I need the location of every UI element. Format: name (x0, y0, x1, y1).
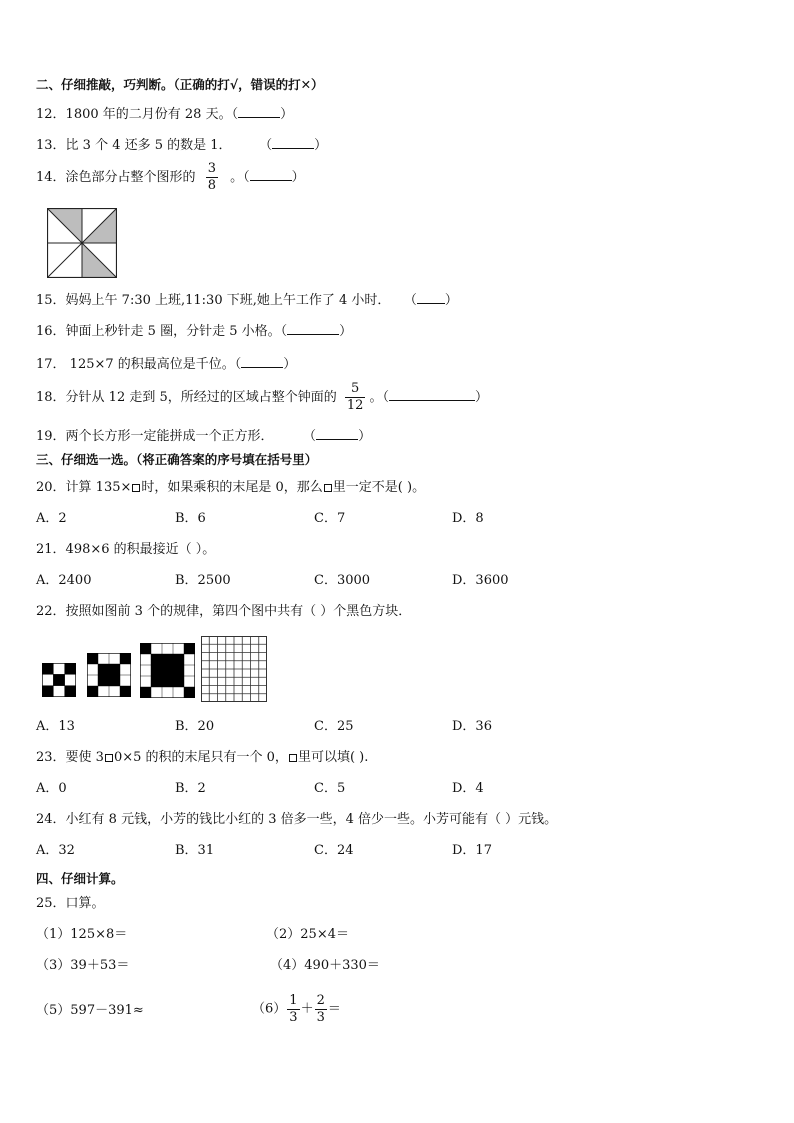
question-24: 24．小红有 8 元钱，小芳的钱比小红的 3 倍多一些，4 倍少一些。小芳可能有（ ）元钱。 (36, 812, 558, 827)
pattern-figure-2 (87, 653, 131, 697)
option-b[interactable]: B．6 (175, 511, 206, 526)
question-13: 13．比 3 个 4 还多 5 的数是 1． （ ） (36, 135, 327, 155)
answer-blank[interactable] (417, 290, 445, 304)
question-14: 14．涂色部分占整个图形的 $\frac{3}{8}$ 。（ ） (36, 161, 305, 193)
answer-blank[interactable] (250, 167, 292, 181)
pattern-figure-3 (140, 643, 195, 698)
question-20: 20．计算 135× 时，如果乘积的末尾是 0，那么 里一定不是( )。 (36, 480, 426, 495)
option-c[interactable]: C．3000 (314, 573, 371, 588)
fraction: $\frac{1}{3}$ (289, 993, 298, 1025)
question-25-title: 25．口算。 (36, 896, 105, 911)
option-c[interactable]: C．24 (314, 843, 354, 858)
box-placeholder-icon (132, 484, 140, 492)
answer-blank[interactable] (272, 135, 314, 149)
shaded-square-figure (47, 208, 117, 278)
answer-blank[interactable] (238, 104, 280, 118)
question-12: 12．1800 年的二月份有 28 天。（ ） (36, 104, 293, 124)
box-placeholder-icon (105, 754, 113, 762)
answer-blank[interactable] (389, 387, 475, 401)
box-placeholder-icon (324, 484, 332, 492)
fraction: $\frac{5}{12}$ (346, 381, 364, 413)
calc-item-4: （4）490＋330＝ (270, 958, 380, 973)
answer-blank[interactable] (316, 426, 358, 440)
calc-item-6: （6） $\frac{1}{3}$ ＋ $\frac{2}{3}$ ＝ (252, 993, 341, 1025)
option-d[interactable]: D．17 (452, 843, 492, 858)
calc-item-3: （3）39＋53＝ (36, 958, 130, 973)
question-17: 17． 125×7 的积最高位是千位。（ ） (36, 354, 296, 374)
fraction: $\frac{2}{3}$ (316, 993, 325, 1025)
option-c[interactable]: C．7 (314, 511, 346, 526)
option-a[interactable]: A．32 (36, 843, 75, 858)
option-b[interactable]: B．2 (175, 781, 206, 796)
option-d[interactable]: D．8 (452, 511, 484, 526)
calc-item-5: （5）597－391≈ (36, 1003, 144, 1018)
calc-item-1: （1）125×8＝ (36, 927, 128, 942)
question-16: 16．钟面上秒针走 5 圈，分针走 5 小格。（ ） (36, 321, 352, 341)
option-a[interactable]: A．2400 (36, 573, 92, 588)
question-19: 19．两个长方形一定能拼成一个正方形． （ ） (36, 426, 371, 446)
option-c[interactable]: C．5 (314, 781, 346, 796)
option-c[interactable]: C．25 (314, 719, 354, 734)
question-18: 18．分针从 12 走到 5，所经过的区域占整个钟面的 $\frac{5}{12}$ 。（ ） (36, 381, 488, 413)
pattern-figure-4-grid (201, 636, 267, 702)
option-a[interactable]: A．0 (36, 781, 67, 796)
answer-blank[interactable] (241, 354, 283, 368)
question-23: 23．要使 3 0×5 的积的末尾只有一个 0， 里可以填( ). (36, 750, 369, 765)
fraction: $\frac{3}{8}$ (207, 161, 216, 193)
option-d[interactable]: D．36 (452, 719, 492, 734)
question-21: 21．498×6 的积最接近（ ）。 (36, 542, 216, 557)
answer-blank[interactable] (287, 321, 339, 335)
calc-item-2: （2）25×4＝ (266, 927, 349, 942)
box-placeholder-icon (289, 754, 297, 762)
section-4-title: 四、仔细计算。 (36, 871, 124, 886)
option-b[interactable]: B．20 (175, 719, 215, 734)
option-b[interactable]: B．31 (175, 843, 215, 858)
question-22: 22．按照如图前 3 个的规律，第四个图中共有（ ）个黑色方块． (36, 604, 412, 619)
section-2-title: 二、仔细推敲，巧判断。（正确的打√，错误的打✕） (36, 77, 324, 92)
option-b[interactable]: B．2500 (175, 573, 231, 588)
option-a[interactable]: A．13 (36, 719, 75, 734)
pattern-figure-1 (42, 663, 76, 697)
section-3-title: 三、仔细选一选。（将正确答案的序号填在括号里） (36, 452, 318, 467)
option-d[interactable]: D．3600 (452, 573, 509, 588)
question-15: 15．妈妈上午 7:30 上班,11:30 下班,她上午工作了 4 小时． （ ） (36, 290, 458, 310)
option-a[interactable]: A．2 (36, 511, 67, 526)
option-d[interactable]: D．4 (452, 781, 484, 796)
